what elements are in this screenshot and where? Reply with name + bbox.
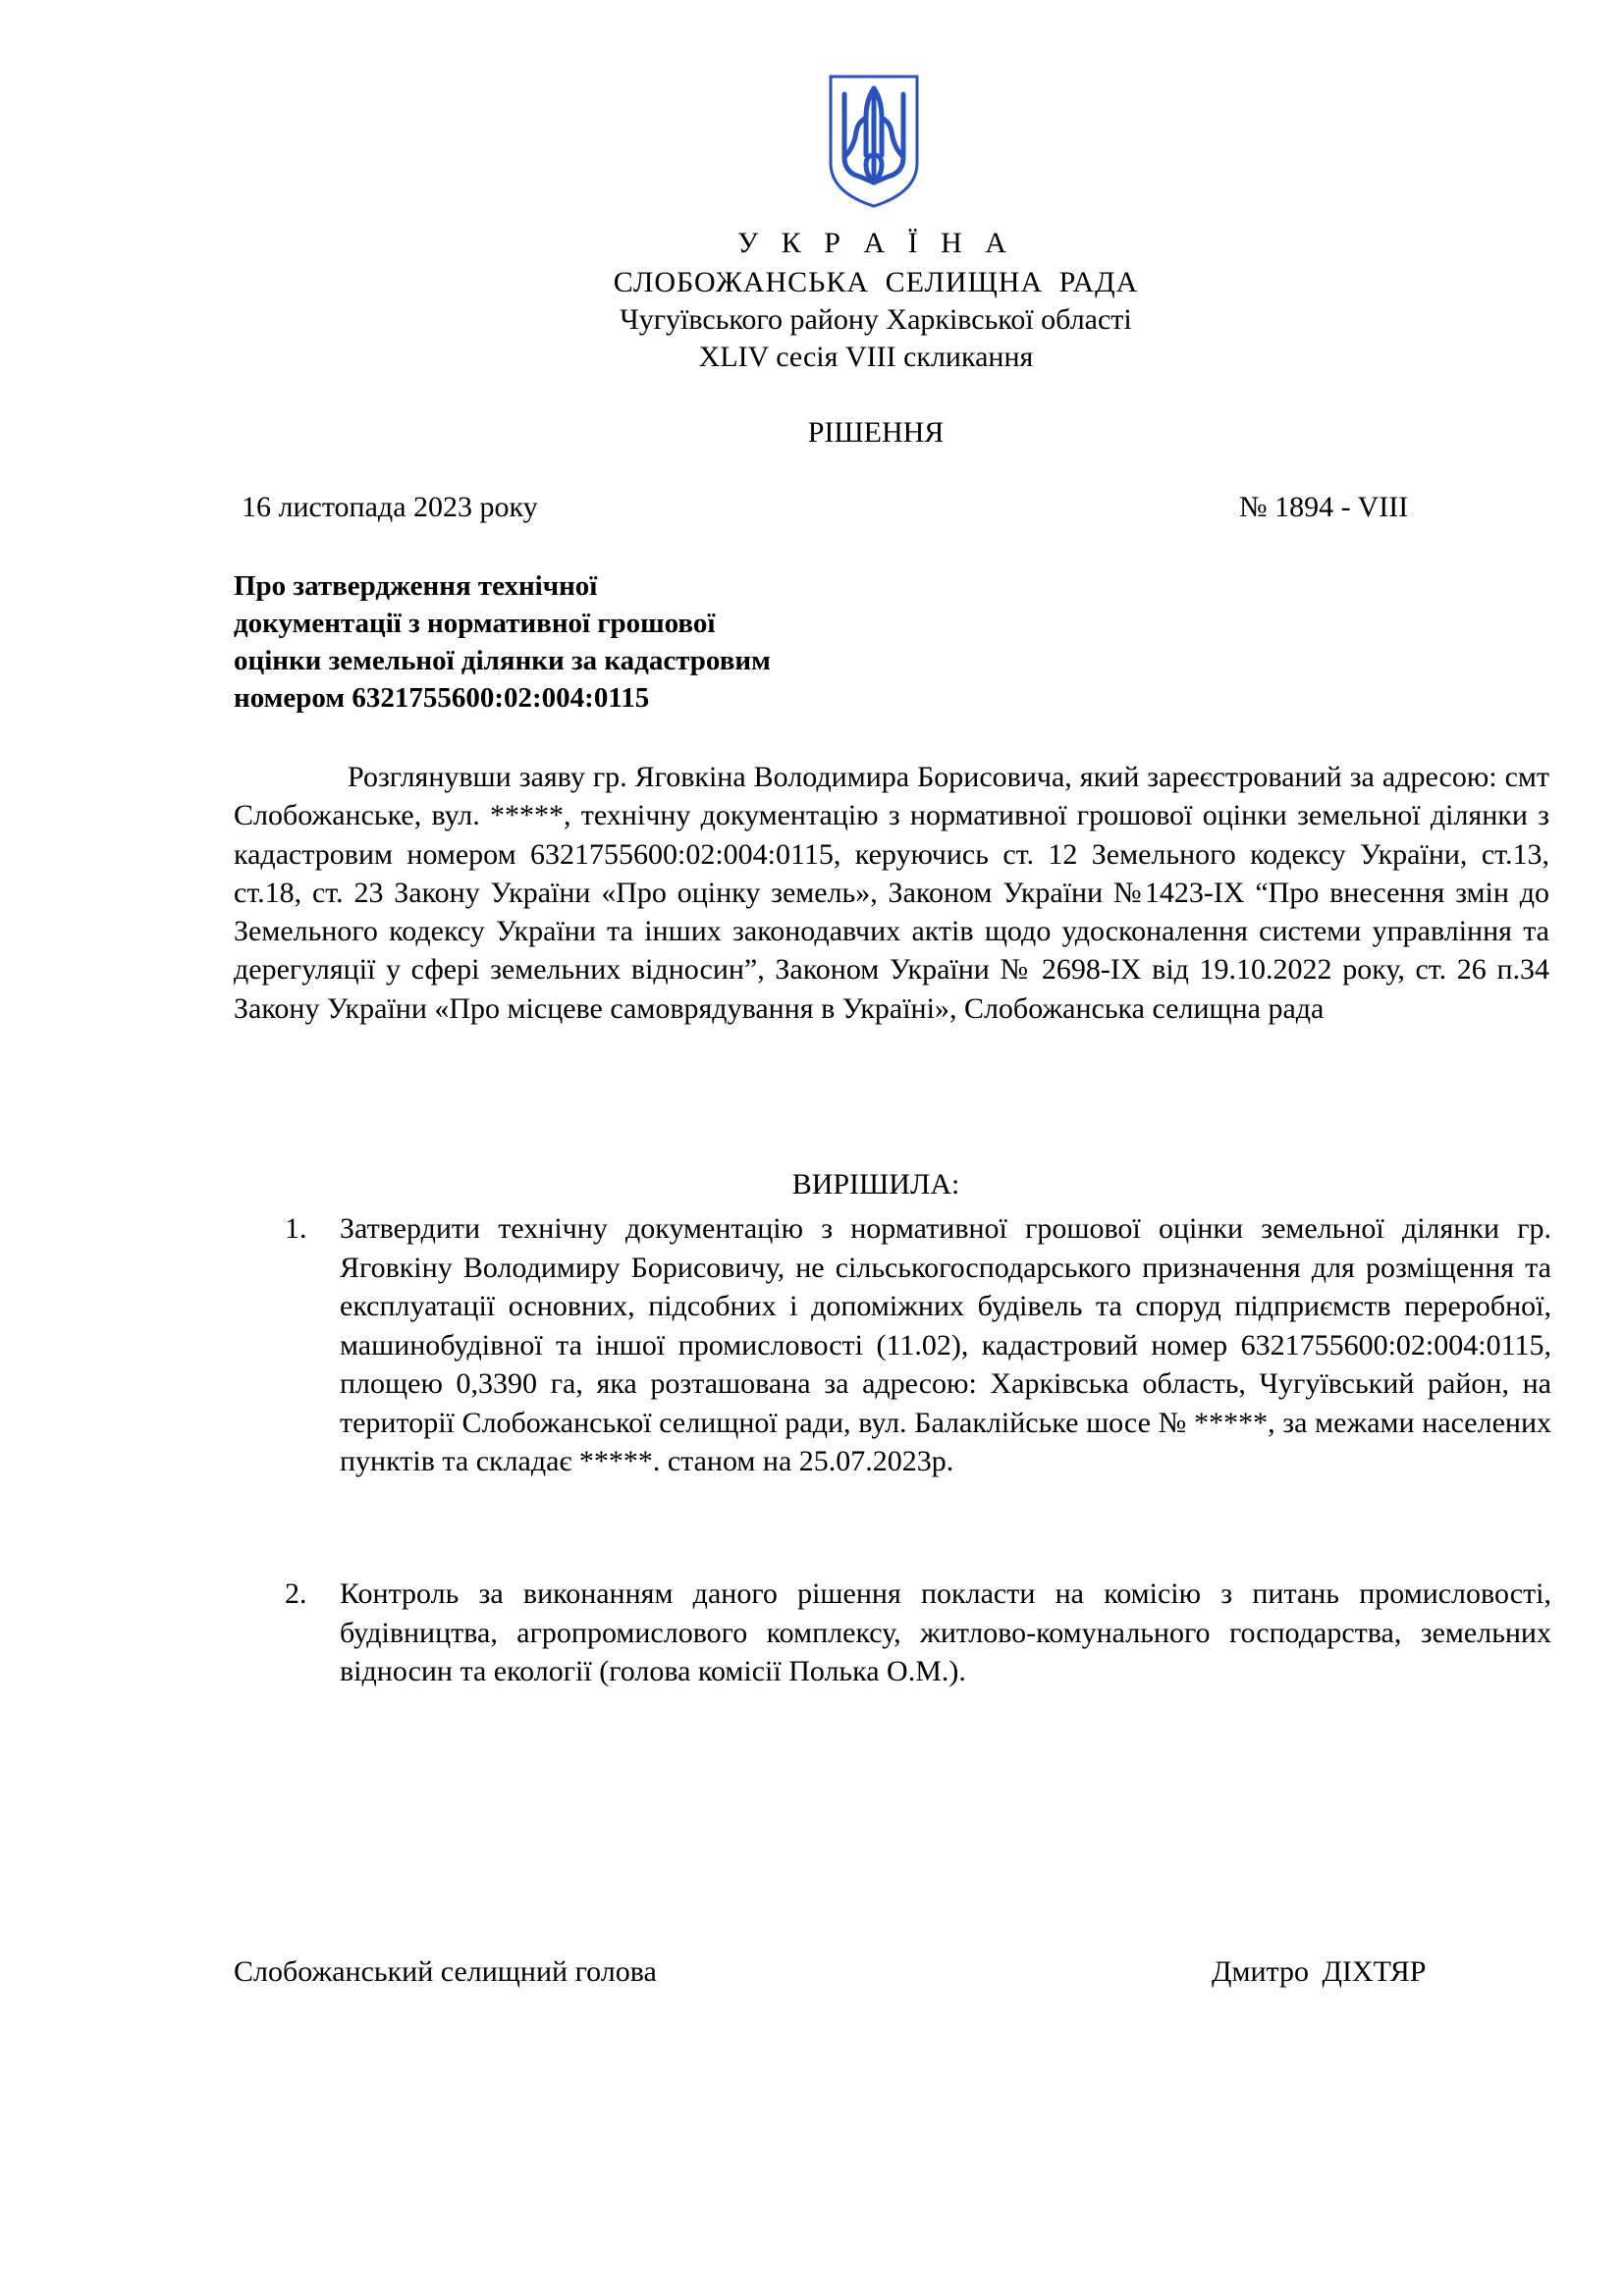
country-name: У К Р А Ї Н А	[737, 227, 1014, 259]
decision-subject	[234, 567, 921, 717]
decision-item	[285, 1209, 1551, 1481]
subject-line: Про затвердження технічної	[234, 570, 598, 602]
item-number: 1.	[285, 1212, 307, 1245]
decision-number: № 1894 - VIII	[1239, 491, 1409, 523]
signatory-name: Дмитро ДІХТЯР	[1212, 1955, 1427, 1988]
subject-line: оцінки земельної ділянки за кадастровим	[234, 645, 771, 676]
decision-item	[285, 1575, 1551, 1691]
signatory-title: Слобожанський селищний голова	[234, 1955, 657, 1988]
subject-line: документації з нормативної грошової	[234, 608, 716, 639]
ukraine-trident-coat-of-arms-icon	[827, 73, 921, 210]
session-info: XLIV сесія VIII скликання	[698, 341, 1034, 373]
item-text: Контроль за виконанням даного рішення покласти на комісію з питань промисловості, будівництва, агропромислового комплексу, житлово-комунального господарства, земельних відносин та екології (голова комісії Полька О.М.).	[340, 1577, 1551, 1687]
district-name: Чугуївського району Харківської області	[620, 303, 1132, 336]
document-type-title: РІШЕННЯ	[807, 416, 945, 449]
decision-date: 16 листопада 2023 року	[242, 491, 538, 523]
council-name: СЛОБОЖАНСЬКА СЕЛИЩНА РАДА	[613, 266, 1139, 298]
decided-heading: ВИРІШИЛА:	[791, 1168, 960, 1201]
item-text: Затвердити технічну документацію з нормативної грошової оцінки земельної ділянки гр. Яговкіну Володимиру Борисовичу, не сільськогосподарського призначення для розміщення та експлуатації основних, підсобних і допоміжних будівель та споруд підприємств переробної, машинобудівної та іншої промисловості (11.02), кадастровий номер 6321755600:02:004:0115, площею 0,3390 га, яка розташована за адресою: Харківська область, Чугуївський район, на території Слобожанської селищної ради, вул. Балаклійське шосе № *****, за межами населених пунктів та складає *****. станом на 25.07.2023р.	[340, 1212, 1551, 1477]
preamble-paragraph: Розглянувши заяву гр. Яговкіна Володимира Борисовича, який зареєстрований за адресою: смт Слобожанське, вул. *****, технічну документацію з нормативної грошової оцінки земельної ділянки з кадастровим номером 6321755600:02:004:0115, керуючись ст. 12 Земельного кодексу України, ст.13, ст.18, ст. 23 Закону України «Про оцінку земель», Законом України №1423-IX “Про внесення змін до Земельного кодексу України та інших законодавчих актів щодо удосконалення системи управління та дерегуляції у сфері земельних відносин”, Законом України № 2698-IX від 19.10.2022 року, ст. 26 п.34 Закону України «Про місцеве самоврядування в Україні», Слобожанська селищна рада	[234, 761, 1549, 1025]
item-number: 2.	[285, 1577, 307, 1610]
subject-line: номером 6321755600:02:004:0115	[234, 682, 650, 714]
